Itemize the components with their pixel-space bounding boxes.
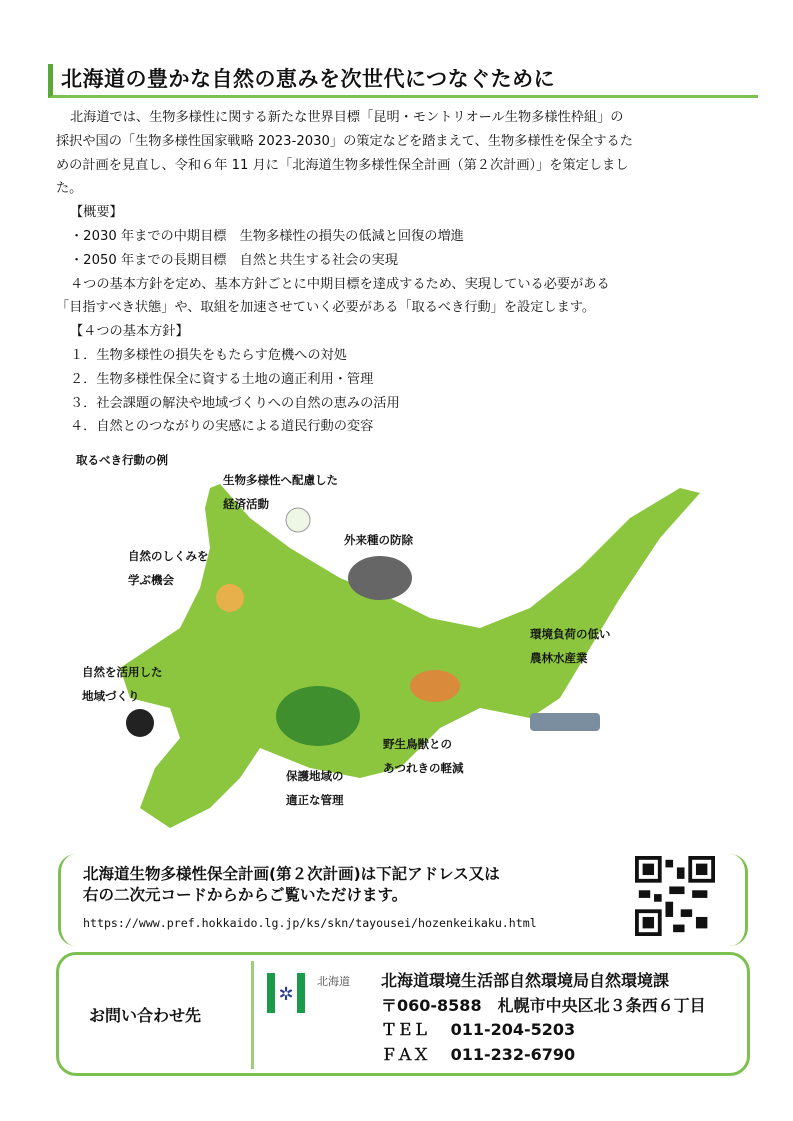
department: 北海道環境生活部自然環境局自然環境課: [381, 971, 670, 990]
contact-box: [56, 952, 750, 1076]
tel: ＴＥＬ 011-204-5203: [381, 1020, 576, 1039]
intro-line: 採択や国の「生物多様性国家戦略 2023-2030」の策定などを踏まえて、生物多様性を保全するた: [56, 133, 633, 149]
map-heading: 取るべき行動の例: [76, 453, 168, 467]
policy-intro: 「目指すべき状態」や、取組を加速させていく必要がある「取るべき行動」を設定します。: [56, 300, 596, 316]
map-label: 自然のしくみを 学ぶ機会: [128, 549, 209, 587]
child-illustration: [216, 584, 244, 612]
fax: ＦＡＸ 011-232-6790: [381, 1044, 576, 1064]
info-text: 北海道生物多様性保全計画(第２次計画)は下記アドレス又は: [83, 865, 500, 883]
map-label: 環境負荷の低い 農林水産業: [530, 627, 611, 665]
overview-item: ・2030 年までの中期目標 生物多様性の損失の低減と回復の増進: [70, 228, 464, 244]
overview-heading: 【概要】: [70, 205, 123, 221]
overview-item: ・2050 年までの長期目標 自然と共生する社会の実現: [70, 252, 398, 268]
plan-url-link[interactable]: https://www.pref.hokkaido.lg.jp/ks/skn/tayousei/hozenkeikaku.html: [83, 916, 537, 930]
map-label: 保護地域の 適正な管理: [286, 769, 344, 807]
divider: [251, 961, 254, 1069]
hokkaido-map: [60, 448, 760, 838]
hokkaido-logo: [267, 973, 367, 1013]
intro-line: た。: [56, 181, 83, 197]
map-label: 野生鳥獣との あつれきの軽減: [383, 737, 464, 775]
address: 〒060-8588 札幌市中央区北３条西６丁目: [381, 995, 706, 1015]
policy-item: ４．自然とのつながりの実感による道民行動の変容: [70, 419, 374, 435]
intro-line: めの計画を見直し、令和６年 11 月に「北海道生物多様性保全計画（第２次計画）」を策定しまし: [56, 157, 629, 173]
policy-heading: 【４つの基本方針】: [70, 324, 189, 340]
guide-illustration: [126, 709, 154, 737]
forest-illustration: [276, 686, 360, 746]
raccoon-illustration: [348, 556, 412, 600]
hokkaido-emblem-icon: [267, 973, 313, 1013]
body-text: [56, 106, 746, 439]
map-label: 自然を活用した 地域づくり: [82, 665, 163, 703]
logo-text: 北海道: [317, 975, 350, 988]
intro-line: 北海道では、生物多様性に関する新たな世界目標「昆明・モントリオール生物多様性枠組」の: [70, 110, 624, 125]
deer-illustration: [410, 670, 460, 702]
policy-item: ２．生物多様性保全に資する土地の適正利用・管理: [70, 371, 374, 387]
policy-item: １．生物多様性の損失をもたらす危機への対処: [70, 347, 347, 363]
policy-intro: ４つの基本方針を定め、基本方針ごとに中期目標を達成するため、実現している必要がある: [70, 276, 610, 292]
contact-label: お問い合わせ先: [89, 1006, 202, 1025]
qr-code[interactable]: [635, 856, 715, 936]
page-title: 北海道の豊かな自然の恵みを次世代につなぐために: [48, 64, 758, 98]
info-text: 右の二次元コードからからご覧いただけます。: [83, 886, 408, 904]
map-label: 生物多様性へ配慮した 経済活動: [223, 473, 338, 511]
map-label: 外来種の防除: [344, 533, 413, 547]
plan-info-box: [58, 854, 748, 946]
fishing-boat-illustration: [530, 713, 600, 731]
svg-text:✲: ✲: [278, 984, 294, 1005]
policy-item: ３．社会課題の解決や地域づくりへの自然の恵みの活用: [70, 395, 400, 411]
